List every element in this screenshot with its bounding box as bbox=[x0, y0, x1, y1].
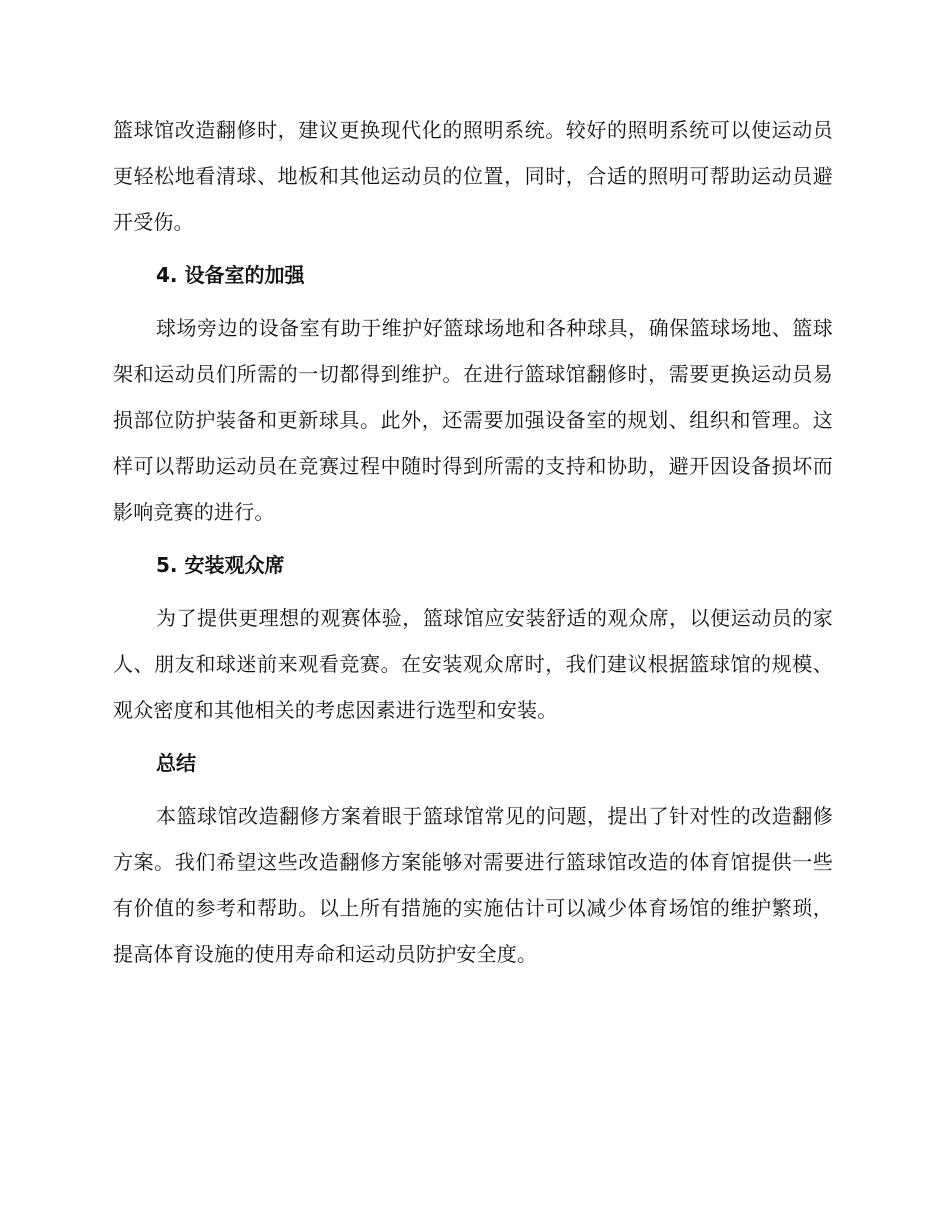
section-heading-summary: 总结 bbox=[156, 751, 196, 775]
section-heading-seating: 5. 安装观众席 bbox=[156, 553, 285, 577]
paragraph-summary: 本篮球馆改造翻修方案着眼于篮球馆常见的问题，提出了针对性的改造翻修方案。我们希望这些改造翻修方案能够对需要进行篮球馆改造的体育馆提供一些有价值的参考和帮助。以上所有措施的实施估计可以减少体育场馆的维护繁琐，提高体育设施的使用寿命和运动员防护安全度。 bbox=[113, 804, 833, 966]
paragraph-lighting: 篮球馆改造翻修时，建议更换现代化的照明系统。较好的照明系统可以使运动员更轻松地看清球、地板和其他运动员的位置，同时，合适的照明可帮助运动员避开受伤。 bbox=[113, 118, 833, 234]
document-body bbox=[113, 107, 833, 977]
paragraph-seating: 为了提供更理想的观赛体验，篮球馆应安装舒适的观众席，以便运动员的家人、朋友和球迷前来观看竞赛。在安装观众席时，我们建议根据篮球馆的规模、观众密度和其他相关的考虑因素进行选型和安装。 bbox=[113, 606, 833, 722]
section-heading-equipment: 4. 设备室的加强 bbox=[156, 263, 305, 287]
paragraph-equipment: 球场旁边的设备室有助于维护好篮球场地和各种球具，确保篮球场地、篮球架和运动员们所需的一切都得到维护。在进行篮球馆翻修时，需要更换运动员易损部位防护装备和更新球具。此外，还需要加强设备室的规划、组织和管理。这样可以帮助运动员在竞赛过程中随时得到所需的支持和协助，避开因设备损坏而影响竞赛的进行。 bbox=[113, 316, 833, 524]
